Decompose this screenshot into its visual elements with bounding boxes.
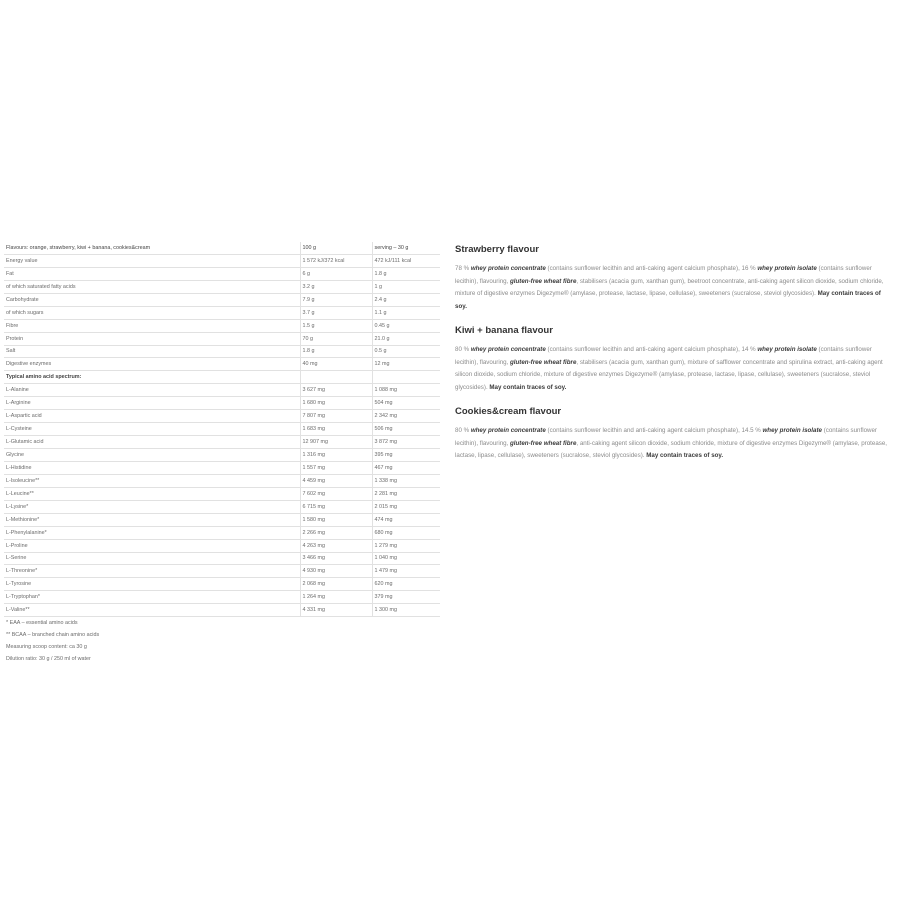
table-note-spacer — [300, 629, 372, 641]
ingredient-highlight: whey protein isolate — [762, 427, 822, 434]
table-row — [4, 513, 440, 526]
table-note-spacer — [372, 617, 440, 629]
nutrient-name: L-Threonine* — [4, 565, 300, 578]
nutrient-name: Digestive enzymes — [4, 358, 300, 371]
nutrient-name: Carbohydrate — [4, 293, 300, 306]
value-per-100g: 70 g — [300, 332, 372, 345]
nutrient-name: Fat — [4, 267, 300, 280]
value-per-serving: 1 088 mg — [372, 384, 440, 397]
header-per-serving: serving – 30 g — [372, 242, 440, 254]
nutrient-name: Glycine — [4, 449, 300, 462]
value-per-100g: 40 mg — [300, 358, 372, 371]
table-note-spacer — [372, 641, 440, 653]
value-per-serving: 1 338 mg — [372, 474, 440, 487]
value-per-100g: 1 680 mg — [300, 397, 372, 410]
table-row — [4, 436, 440, 449]
table-note-row — [4, 617, 440, 629]
table-row — [4, 254, 440, 267]
flavour-title: Strawberry flavour — [455, 244, 539, 255]
value-per-100g: 7.9 g — [300, 293, 372, 306]
value-per-100g: 2 266 mg — [300, 526, 372, 539]
value-per-serving: 472 kJ/111 kcal — [372, 254, 440, 267]
allergen-note: May contain traces of soy. — [646, 452, 724, 459]
table-note-spacer — [300, 617, 372, 629]
value-per-serving: 680 mg — [372, 526, 440, 539]
value-per-100g: 1 316 mg — [300, 449, 372, 462]
value-per-serving — [372, 371, 440, 384]
table-note: * EAA – essential amino acids — [6, 620, 78, 627]
nutrient-name: Fibre — [4, 319, 300, 332]
value-per-serving: 1.1 g — [372, 306, 440, 319]
table-note-row — [4, 641, 440, 653]
value-per-serving: 620 mg — [372, 578, 440, 591]
value-per-serving: 467 mg — [372, 461, 440, 474]
ingredient-highlight: whey protein isolate — [757, 265, 817, 272]
value-per-100g: 1.8 g — [300, 345, 372, 358]
value-per-100g: 7 807 mg — [300, 410, 372, 423]
nutrient-name: L-Lysine* — [4, 500, 300, 513]
value-per-serving: 1 479 mg — [372, 565, 440, 578]
nutrition-table — [4, 242, 440, 665]
flavour-section — [455, 325, 891, 394]
nutrient-name: L-Histidine — [4, 461, 300, 474]
value-per-100g: 6 715 mg — [300, 500, 372, 513]
header-flavours: Flavours: orange, strawberry, kiwi + banana, cookies&cream — [4, 242, 300, 254]
nutrient-name: L-Methionine* — [4, 513, 300, 526]
value-per-100g: 1 683 mg — [300, 423, 372, 436]
value-per-serving: 474 mg — [372, 513, 440, 526]
table-row — [4, 423, 440, 436]
ingredient-highlight: gluten-free wheat fibre — [510, 439, 577, 447]
nutrient-name: L-Proline — [4, 539, 300, 552]
flavour-title: Kiwi + banana flavour — [455, 325, 553, 336]
table-row — [4, 526, 440, 539]
table-note: Dilution ratio: 30 g / 250 ml of water — [6, 655, 91, 662]
table-row — [4, 280, 440, 293]
value-per-100g: 1 557 mg — [300, 461, 372, 474]
table-note-spacer — [300, 641, 372, 653]
table-note-row — [4, 629, 440, 641]
table-header-row — [4, 242, 440, 254]
nutrient-name: L-Tryptophan* — [4, 591, 300, 604]
value-per-serving: 2 342 mg — [372, 410, 440, 423]
value-per-100g: 6 g — [300, 267, 372, 280]
flavour-ingredients: 80 % whey protein concentrate (contains sunflower lecithin and anti-caking agent calcium phosphate), 14.5 % whey protein isolate (contains sunflower lecithin), flavouring, gluten-free wheat fibre, anti-caking agent silicon dioxide, sodium chloride, mixture of digestive enzymes Digezyme® (amylase, protease, lactase, lipase, cellulase), sweeteners (sucralose, steviol glycosides). May contain traces of soy. — [455, 427, 888, 459]
table-row — [4, 449, 440, 462]
table-row — [4, 474, 440, 487]
table-row — [4, 358, 440, 371]
value-per-100g: 7 602 mg — [300, 487, 372, 500]
nutrient-name: Energy value — [4, 254, 300, 267]
table-row — [4, 384, 440, 397]
table-note-spacer — [372, 629, 440, 641]
nutrient-name: of which saturated fatty acids — [4, 280, 300, 293]
table-row — [4, 306, 440, 319]
flavour-section — [455, 244, 891, 313]
ingredient-highlight: gluten-free wheat fibre — [510, 277, 577, 285]
value-per-serving: 2 281 mg — [372, 487, 440, 500]
value-per-serving: 379 mg — [372, 591, 440, 604]
nutrient-name: Protein — [4, 332, 300, 345]
value-per-serving: 12 mg — [372, 358, 440, 371]
nutrient-name: L-Phenylalanine* — [4, 526, 300, 539]
nutrient-name: L-Aspartic acid — [4, 410, 300, 423]
flavour-ingredients: 80 % whey protein concentrate (contains sunflower lecithin and anti-caking agent calcium phosphate), 14 % whey protein isolate (contains sunflower lecithin), flavouring, gluten-free wheat fibre, stabilisers (acacia gum, xanthan gum), mixture of safflower concentrate and spirulina extract, anti-caking agent silicon dioxide, sodium chloride, mixture of digestive enzymes Digezyme® (amylase, protease, lactase, lipase, cellulase), sweeteners (sucralose, steviol glycosides). May contain traces of soy. — [455, 346, 883, 391]
value-per-serving: 1 300 mg — [372, 604, 440, 617]
nutrient-name: L-Leucine** — [4, 487, 300, 500]
table-row — [4, 591, 440, 604]
nutrient-name: L-Serine — [4, 552, 300, 565]
value-per-100g: 12 907 mg — [300, 436, 372, 449]
allergen-note: May contain traces of soy. — [455, 290, 881, 310]
table-row — [4, 461, 440, 474]
value-per-100g: 1 264 mg — [300, 591, 372, 604]
header-per-100g: 100 g — [300, 242, 372, 254]
table-row — [4, 565, 440, 578]
value-per-serving: 2 015 mg — [372, 500, 440, 513]
value-per-serving: 21.0 g — [372, 332, 440, 345]
value-per-100g: 4 331 mg — [300, 604, 372, 617]
value-per-100g: 1.5 g — [300, 319, 372, 332]
value-per-serving: 3 872 mg — [372, 436, 440, 449]
nutrient-name: Salt — [4, 345, 300, 358]
table-row — [4, 293, 440, 306]
table-section-row — [4, 371, 440, 384]
table-row — [4, 604, 440, 617]
table-row — [4, 267, 440, 280]
flavour-section — [455, 406, 891, 463]
nutrient-name: L-Arginine — [4, 397, 300, 410]
table-row — [4, 539, 440, 552]
nutrient-name: L-Cysteine — [4, 423, 300, 436]
nutrient-name: L-Glutamic acid — [4, 436, 300, 449]
value-per-100g: 3.2 g — [300, 280, 372, 293]
value-per-100g: 4 263 mg — [300, 539, 372, 552]
table-row — [4, 578, 440, 591]
ingredient-highlight: whey protein concentrate — [470, 427, 546, 434]
nutrient-name: L-Valine** — [4, 604, 300, 617]
table-note-row — [4, 653, 440, 665]
table-note-spacer — [300, 653, 372, 665]
ingredient-highlight: whey protein isolate — [757, 346, 817, 353]
value-per-serving: 504 mg — [372, 397, 440, 410]
value-per-100g: 2 068 mg — [300, 578, 372, 591]
nutrient-name: L-Tyrosine — [4, 578, 300, 591]
flavour-title: Cookies&cream flavour — [455, 406, 562, 417]
value-per-serving: 1 040 mg — [372, 552, 440, 565]
nutrient-name: L-Alanine — [4, 384, 300, 397]
nutrient-name: Typical amino acid spectrum: — [4, 371, 300, 384]
value-per-serving: 506 mg — [372, 423, 440, 436]
table-note: ** BCAA – branched chain amino acids — [6, 632, 100, 639]
value-per-serving: 0.45 g — [372, 319, 440, 332]
table-row — [4, 552, 440, 565]
value-per-100g: 1 580 mg — [300, 513, 372, 526]
value-per-100g — [300, 371, 372, 384]
value-per-100g: 3.7 g — [300, 306, 372, 319]
value-per-100g: 1 572 kJ/372 kcal — [300, 254, 372, 267]
ingredient-highlight: whey protein concentrate — [470, 265, 546, 272]
table-note-spacer — [372, 653, 440, 665]
table-row — [4, 487, 440, 500]
value-per-serving: 1 279 mg — [372, 539, 440, 552]
nutrient-name: of which sugars — [4, 306, 300, 319]
ingredient-highlight: whey protein concentrate — [470, 346, 546, 353]
value-per-100g: 3 466 mg — [300, 552, 372, 565]
value-per-100g: 4 930 mg — [300, 565, 372, 578]
flavour-ingredients: 78 % whey protein concentrate (contains sunflower lecithin and anti-caking agent calcium phosphate), 16 % whey protein isolate (contains sunflower lecithin), flavouring, gluten-free wheat fibre, stabilisers (acacia gum, xanthan gum), beetroot concentrate, anti-caking agent silicon dioxide, sodium chloride, mixture of digestive enzymes Digezyme® (amylase, protease, lactase, lipase, cellulase), sweeteners (sucralose, steviol glycosides). May contain traces of soy. — [455, 265, 884, 310]
value-per-serving: 1 g — [372, 280, 440, 293]
value-per-serving: 0.5 g — [372, 345, 440, 358]
nutrition-table-body — [4, 242, 440, 665]
table-row — [4, 500, 440, 513]
table-row — [4, 397, 440, 410]
value-per-100g: 3 627 mg — [300, 384, 372, 397]
nutrient-name: L-Isoleucine** — [4, 474, 300, 487]
value-per-serving: 2.4 g — [372, 293, 440, 306]
value-per-serving: 395 mg — [372, 449, 440, 462]
table-row — [4, 410, 440, 423]
table-row — [4, 332, 440, 345]
table-note: Measuring scoop content: ca 30 g — [6, 644, 87, 651]
table-row — [4, 319, 440, 332]
ingredients-panel — [455, 244, 891, 475]
value-per-100g: 4 459 mg — [300, 474, 372, 487]
ingredient-highlight: gluten-free wheat fibre — [510, 358, 577, 366]
value-per-serving: 1.8 g — [372, 267, 440, 280]
table-row — [4, 345, 440, 358]
allergen-note: May contain traces of soy. — [489, 383, 567, 391]
